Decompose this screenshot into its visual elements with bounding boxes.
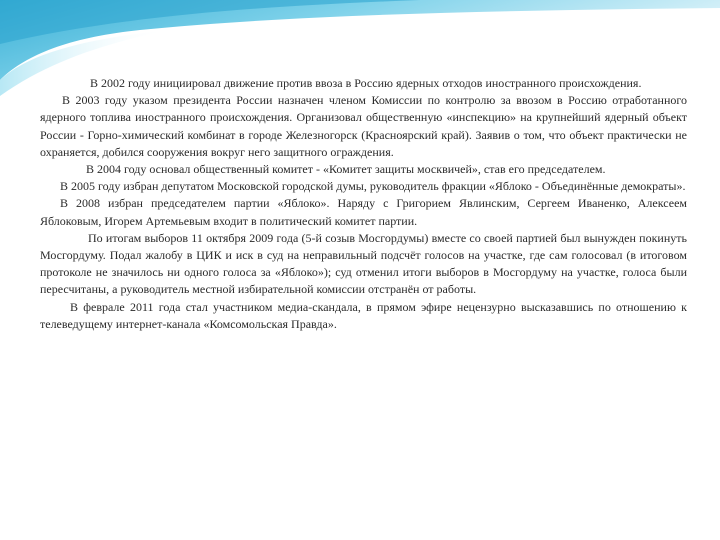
paragraph-2004: В 2004 году основал общественный комитет - «Комитет защиты москвичей», став его председателем. — [86, 162, 606, 177]
paragraph-2003: В 2003 году указом президента России назначен членом Комиссии по контролю за ввозом в Россию отработанного ядерного топлива иностранного происхождения. Организовал общественную «инспекцию» на крупнейший ядерный объект России - Горно-химический комбинат в городе Железногорск (Красноярский край). Заявив о том, что объект практически не охраняется, добился сооружения вокруг него защитного ограждения. — [40, 93, 687, 159]
paragraph-2002: В 2002 году инициировал движение против ввоза в Россию ядерных отходов иностранного происхождения. — [90, 76, 642, 90]
paragraph-2009: По итогам выборов 11 октября 2009 года (5-й созыв Мосгордумы) вместе со своей партией был вынужден покинуть Мосгордуму. Подал жалобу в ЦИК и иск в суд на неправильный подсчёт голосов на участке, где сам голосовал (в итоговом протоколе не значилось ни одного голоса за «Яблоко»); суд отменил итоги выборов в Мосгордуму на участке, голоса были пересчитаны, а руководитель местной избирательной комиссии отстранён от работы. — [40, 230, 687, 297]
paragraph-2008: В 2008 избран председателем партии «Яблоко». Наряду с Григорием Явлинским, Сергеем Иваненко, Алексеем Яблоковым, Игорем Артемьевым входит в политический комитет партии. — [40, 196, 687, 228]
slide-body-text — [40, 75, 687, 333]
paragraph-2011: В феврале 2011 года стал участником медиа-скандала, в прямом эфире нецензурно высказавшись по отношению к телеведущему интернет-канала «Комсомольская Правда». — [40, 299, 687, 331]
paragraph-2005: В 2005 году избран депутатом Московской городской думы, руководитель фракции «Яблоко - Объединённые демократы». — [60, 179, 686, 194]
